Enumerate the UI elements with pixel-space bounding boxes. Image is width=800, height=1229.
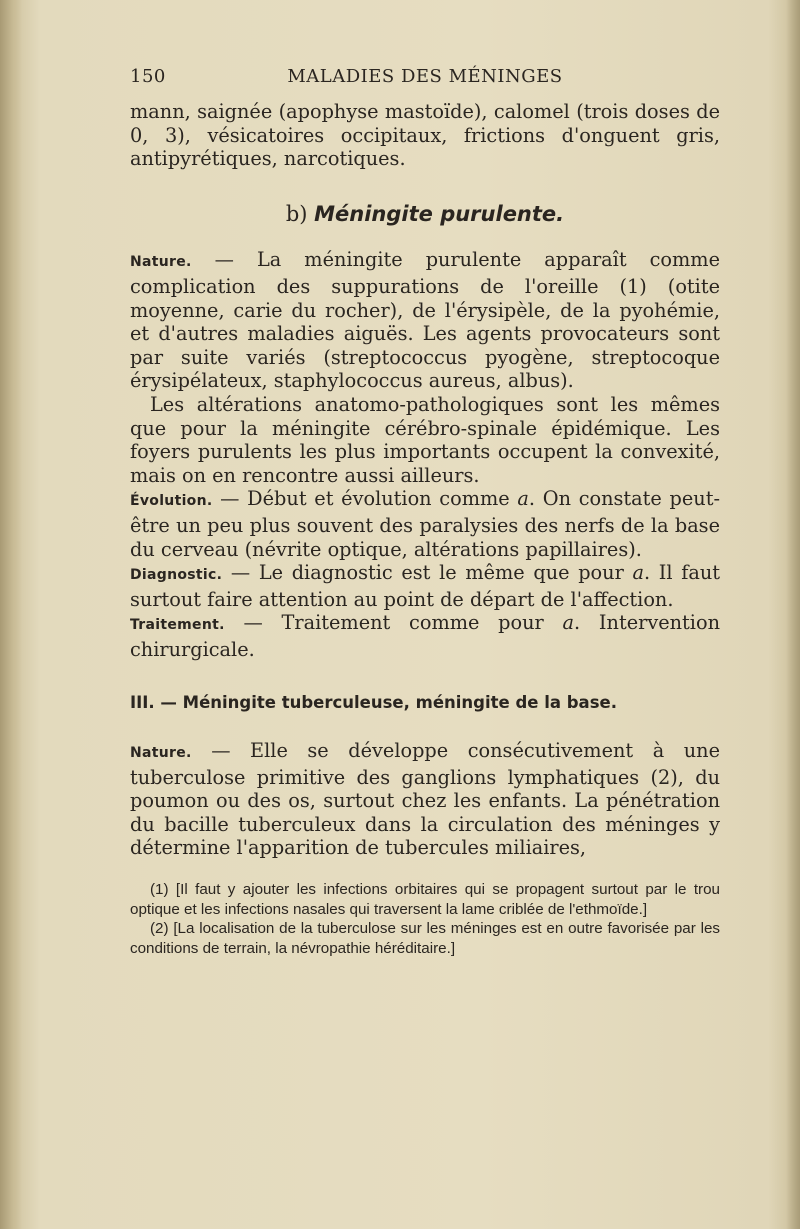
traitement-ref: a: [562, 611, 575, 635]
diagnostic-text-a: — Le diagnostic est le même que pour: [222, 561, 633, 585]
evolution-text-a: — Début et évolution comme: [212, 487, 518, 511]
evolution-text-b: . On constate peut-être un peu plus souvent des paralysies des nerfs de la base du cerveau (névrite optique, altérations papillaires).: [130, 487, 720, 561]
page-edge-shadow: [786, 0, 800, 1229]
section-iii-heading: III. — Méningite tuberculeuse, méningite de la base.: [130, 693, 617, 713]
body-text: [130, 100, 720, 958]
footnote-1: (1) [Il faut y ajouter les infections orbitaires qui se propagent surtout par le trou optique et les infections nasales qui traversent la lame criblée de l'ethmoïde.]: [130, 881, 720, 918]
diagnostic-label: Diagnostic.: [130, 567, 223, 584]
evolution-paragraph: [130, 487, 720, 561]
running-head: MALADIES DES MÉNINGES: [287, 66, 563, 87]
diagnostic-paragraph: [130, 561, 720, 611]
subsection-prefix: b): [285, 201, 315, 226]
nature-iii-paragraph: [130, 739, 720, 860]
page-header: [130, 66, 720, 96]
footnotes: [130, 880, 720, 958]
nature-iii-text: — Elle se développe consécutivement à une tuberculose primitive des ganglions lymphatiques (2), du poumon ou des os, surtout chez les enfants. La pénétration du bacille tuberculeux dans la circulation des méninges y détermine l'apparition de tubercules miliaires,: [130, 739, 720, 860]
traitement-paragraph: [130, 611, 720, 661]
traitement-label: Traitement.: [130, 617, 225, 634]
nature-paragraph: [130, 248, 720, 393]
nature-text: — La méningite purulente apparaît comme complication des suppurations de l'oreille (1) (otite moyenne, carie du rocher), de l'érysipèle, de la pyohémie, et d'autres maladies aiguës. Les agents provocateurs sont par suite variés (streptococcus pyogène, streptocoque érysipélateux, staphylococcus aureus, albus).: [130, 248, 720, 393]
subsection-title: Méningite purulente.: [314, 201, 565, 226]
traitement-text-b: . Intervention chirurgicale.: [130, 611, 720, 661]
continuation-paragraph: mann, saignée (apophyse mastoïde), calomel (trois doses de 0, 3), vésicatoires occipitaux, frictions d'onguent gris, antipyrétiques, narcotiques.: [130, 100, 720, 171]
diagnostic-ref: a: [632, 561, 644, 585]
page-number: 150: [130, 66, 166, 87]
traitement-text-a: — Traitement comme pour: [224, 611, 563, 635]
evolution-label: Évolution.: [130, 493, 213, 510]
diagnostic-text-b: . Il faut surtout faire attention au point de départ de l'affection.: [130, 561, 720, 611]
evolution-ref: a: [517, 487, 529, 511]
anatomy-paragraph: Les altérations anatomo-pathologiques sont les mêmes que pour la méningite cérébro-spinale épidémique. Les foyers purulents les plus importants occupent la convexité, mais on en rencontre aussi ailleurs.: [130, 392, 720, 487]
subsection-heading: [130, 203, 720, 227]
nature-label: Nature.: [130, 254, 192, 271]
nature-iii-label: Nature.: [130, 745, 192, 762]
page-binding-shadow: [0, 0, 22, 1229]
footnote-2: (2) [La localisation de la tuberculose sur les méninges est en outre favorisée par les conditions de terrain, la névropathie héréditaire.]: [130, 920, 720, 957]
